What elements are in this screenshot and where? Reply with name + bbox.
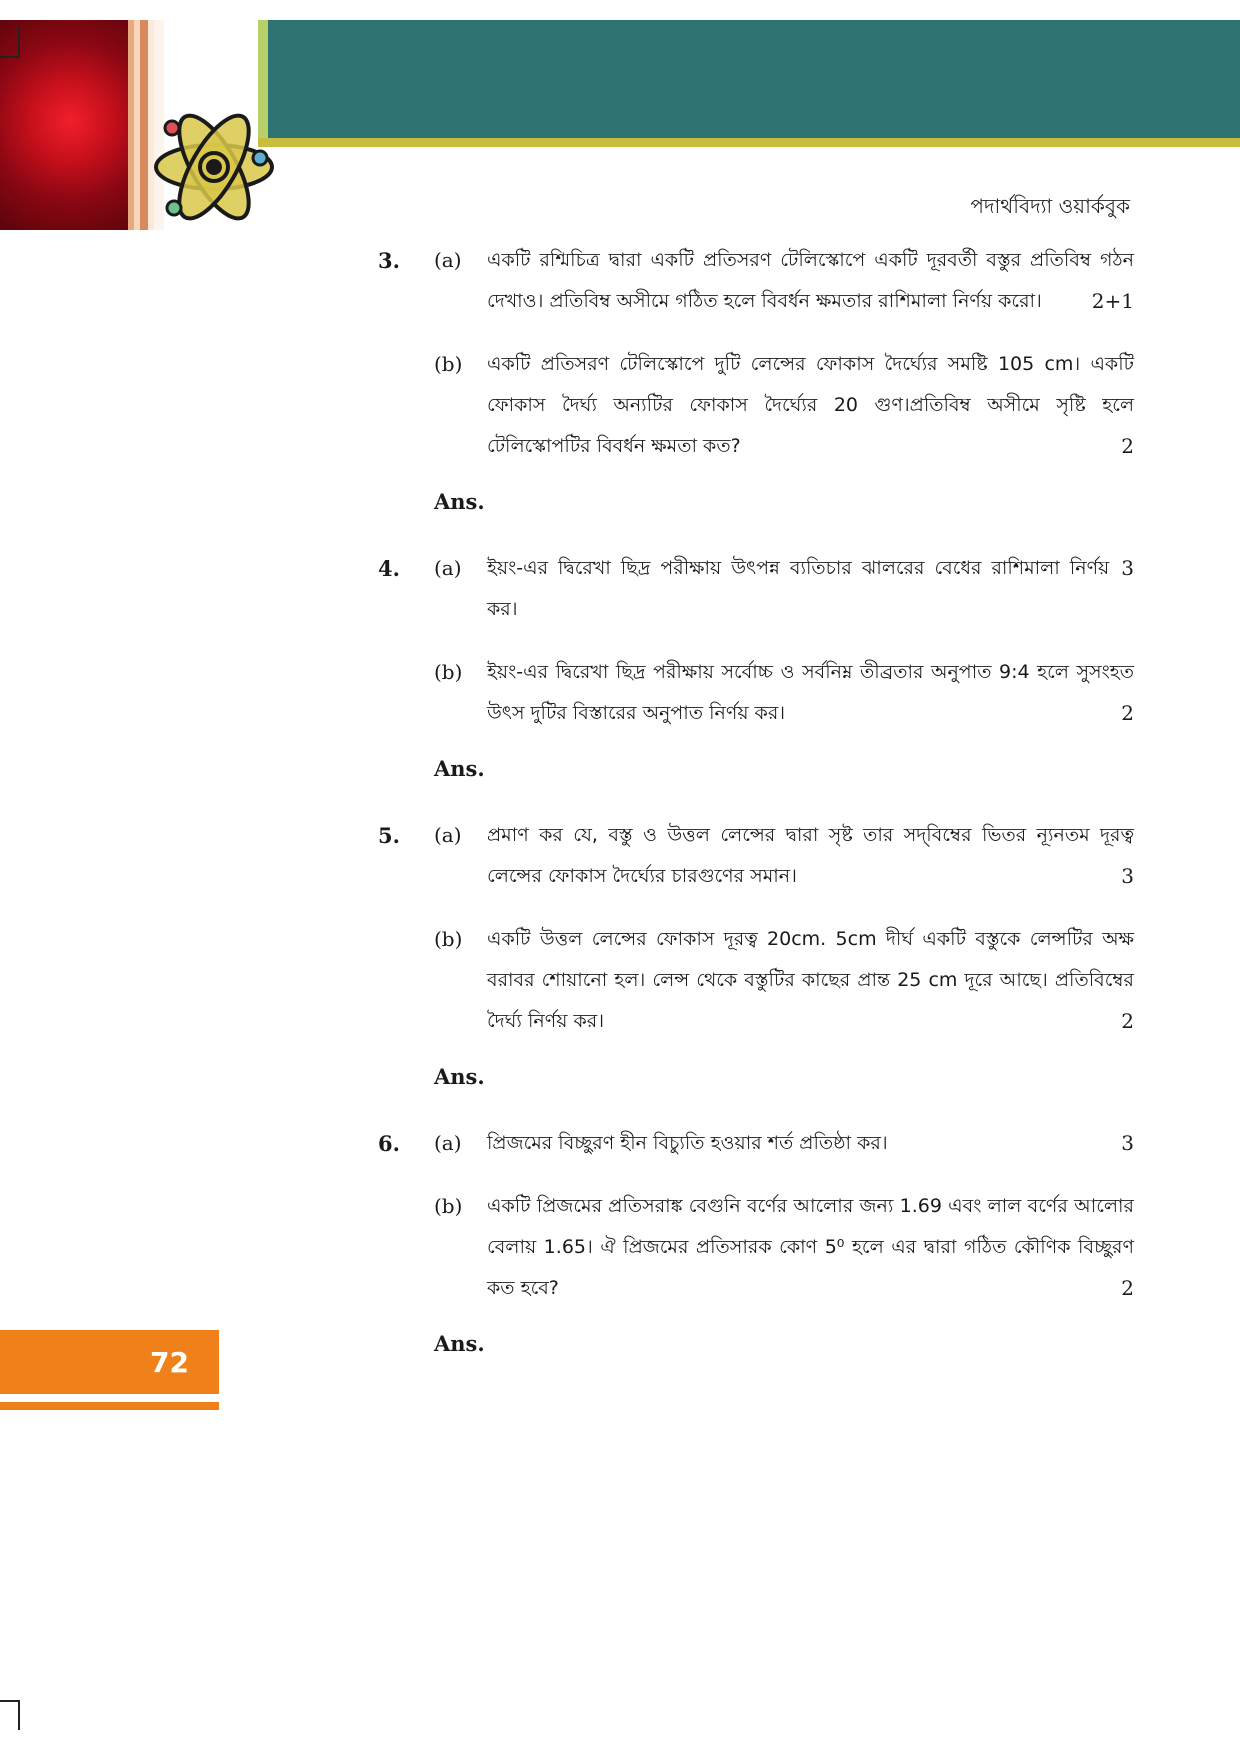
part-text [487, 548, 1134, 630]
question-part [434, 919, 1134, 1042]
part-label: (a) [434, 823, 462, 847]
marks: 2 [1121, 434, 1134, 458]
question-part [434, 815, 1134, 897]
part-text [487, 240, 1134, 322]
header-olive-line [258, 138, 1240, 147]
marks: 2 [1121, 701, 1134, 725]
crop-mark-bottom [18, 1700, 20, 1730]
page-tab-underline [0, 1402, 219, 1410]
page-number-tab [0, 1330, 219, 1394]
part-label: (b) [434, 927, 463, 951]
question-5 [378, 815, 1134, 1089]
answer-label: Ans. [434, 1064, 485, 1089]
part-text-content: প্রিজমের বিচ্ছুরণ হীন বিচ্যুতি হওয়ার শর্ত প্রতিষ্ঠা কর। [487, 1132, 888, 1154]
answer-label: Ans. [434, 1331, 485, 1356]
part-text-content: একটি রশ্মিচিত্র দ্বারা একটি প্রতিসরণ টেলিস্কোপে একটি দূরবর্তী বস্তুর প্রতিবিম্ব গঠন দেখাও। প্রতিবিম্ব অসীমে গঠিত হলে বিবর্ধন ক্ষমতার রাশিমালা নির্ণয় করো। [487, 249, 1134, 312]
part-text-content: ইয়ং-এর দ্বিরেখা ছিদ্র পরীক্ষায় সর্বোচ্চ ও সর্বনিম্ন তীব্রতার অনুপাত 9:4 হলে সুসংহত উৎস দুটির বিস্তারের অনুপাত নির্ণয় কর। [487, 661, 1134, 724]
answer-label: Ans. [434, 756, 485, 781]
part-text [487, 919, 1134, 1042]
answer-label: Ans. [434, 489, 485, 514]
question-number: 3. [378, 248, 400, 273]
part-text-content: একটি প্রিজমের প্রতিসরাঙ্ক বেগুনি বর্ণের আলোর জন্য 1.69 এবং লাল বর্ণের আলোর বেলায় 1.65। ঐ প্রিজমের প্রতিসারক কোণ 5⁰ হলে এর দ্বারা গঠিত কৌণিক বিচ্ছুরণ কত হবে? [487, 1195, 1134, 1299]
marks: 2 [1121, 1276, 1134, 1300]
page-number: 72 [150, 1345, 189, 1379]
question-number: 4. [378, 556, 400, 581]
part-label: (b) [434, 352, 463, 376]
question-part [434, 240, 1134, 322]
part-text [487, 652, 1134, 734]
part-label: (b) [434, 1194, 463, 1218]
question-6 [378, 1123, 1134, 1356]
marks: 3 [1121, 864, 1134, 888]
marks: 2 [1121, 1009, 1134, 1033]
marks: 3 [1121, 1131, 1134, 1155]
part-text [487, 344, 1134, 467]
question-part [434, 1186, 1134, 1309]
part-label: (a) [434, 248, 462, 272]
part-label: (b) [434, 660, 463, 684]
part-label: (a) [434, 556, 462, 580]
question-part [434, 652, 1134, 734]
part-text [487, 1186, 1134, 1309]
part-text-content: প্রমাণ কর যে, বস্তু ও উত্তল লেন্সের দ্বারা সৃষ্ট তার সদ্‌বিম্বের ভিতর ন্যূনতম দূরত্ব লেন্সের ফোকাস দৈর্ঘ্যের চারগুণের সমান। [487, 824, 1134, 887]
question-part [434, 1123, 1134, 1164]
crop-mark-top [18, 26, 20, 56]
question-part [434, 344, 1134, 467]
part-text [487, 1123, 1134, 1164]
atom-icon [148, 108, 280, 226]
running-title: পদার্থবিদ্যা ওয়ার্কবুক [970, 194, 1130, 218]
question-4 [378, 548, 1134, 781]
marks: 3 [1121, 556, 1134, 580]
question-number: 6. [378, 1131, 400, 1156]
crop-mark-bottom-h [0, 1700, 20, 1702]
question-part [434, 548, 1134, 630]
crop-mark-top-h [0, 56, 20, 58]
part-text-content: একটি উত্তল লেন্সের ফোকাস দূরত্ব 20cm. 5cm দীর্ঘ একটি বস্তুকে লেন্সটির অক্ষ বরাবর শোয়ানো হল। লেন্স থেকে বস্তুটির কাছের প্রান্ত 25 cm দূরে আছে। প্রতিবিম্বের দৈর্ঘ্য নির্ণয় কর। [487, 928, 1134, 1032]
question-3 [378, 240, 1134, 514]
part-text-content: ইয়ং-এর দ্বিরেখা ছিদ্র পরীক্ষায় উৎপন্ন ব্যতিচার ঝালরের বেধের রাশিমালা নির্ণয় কর। [487, 557, 1110, 620]
question-list [378, 240, 1134, 1390]
part-label: (a) [434, 1131, 462, 1155]
marks: 2+1 [1091, 289, 1134, 313]
part-text [487, 815, 1134, 897]
question-number: 5. [378, 823, 400, 848]
part-text-content: একটি প্রতিসরণ টেলিস্কোপে দুটি লেন্সের ফোকাস দৈর্ঘ্যের সমষ্টি 105 cm। একটি ফোকাস দৈর্ঘ্য অন্যটির ফোকাস দৈর্ঘ্যের 20 গুণ।প্রতিবিম্ব অসীমে সৃষ্টি হলে টেলিস্কোপটির বিবর্ধন ক্ষমতা কত? [487, 353, 1134, 457]
header-teal-bar [258, 20, 1240, 138]
